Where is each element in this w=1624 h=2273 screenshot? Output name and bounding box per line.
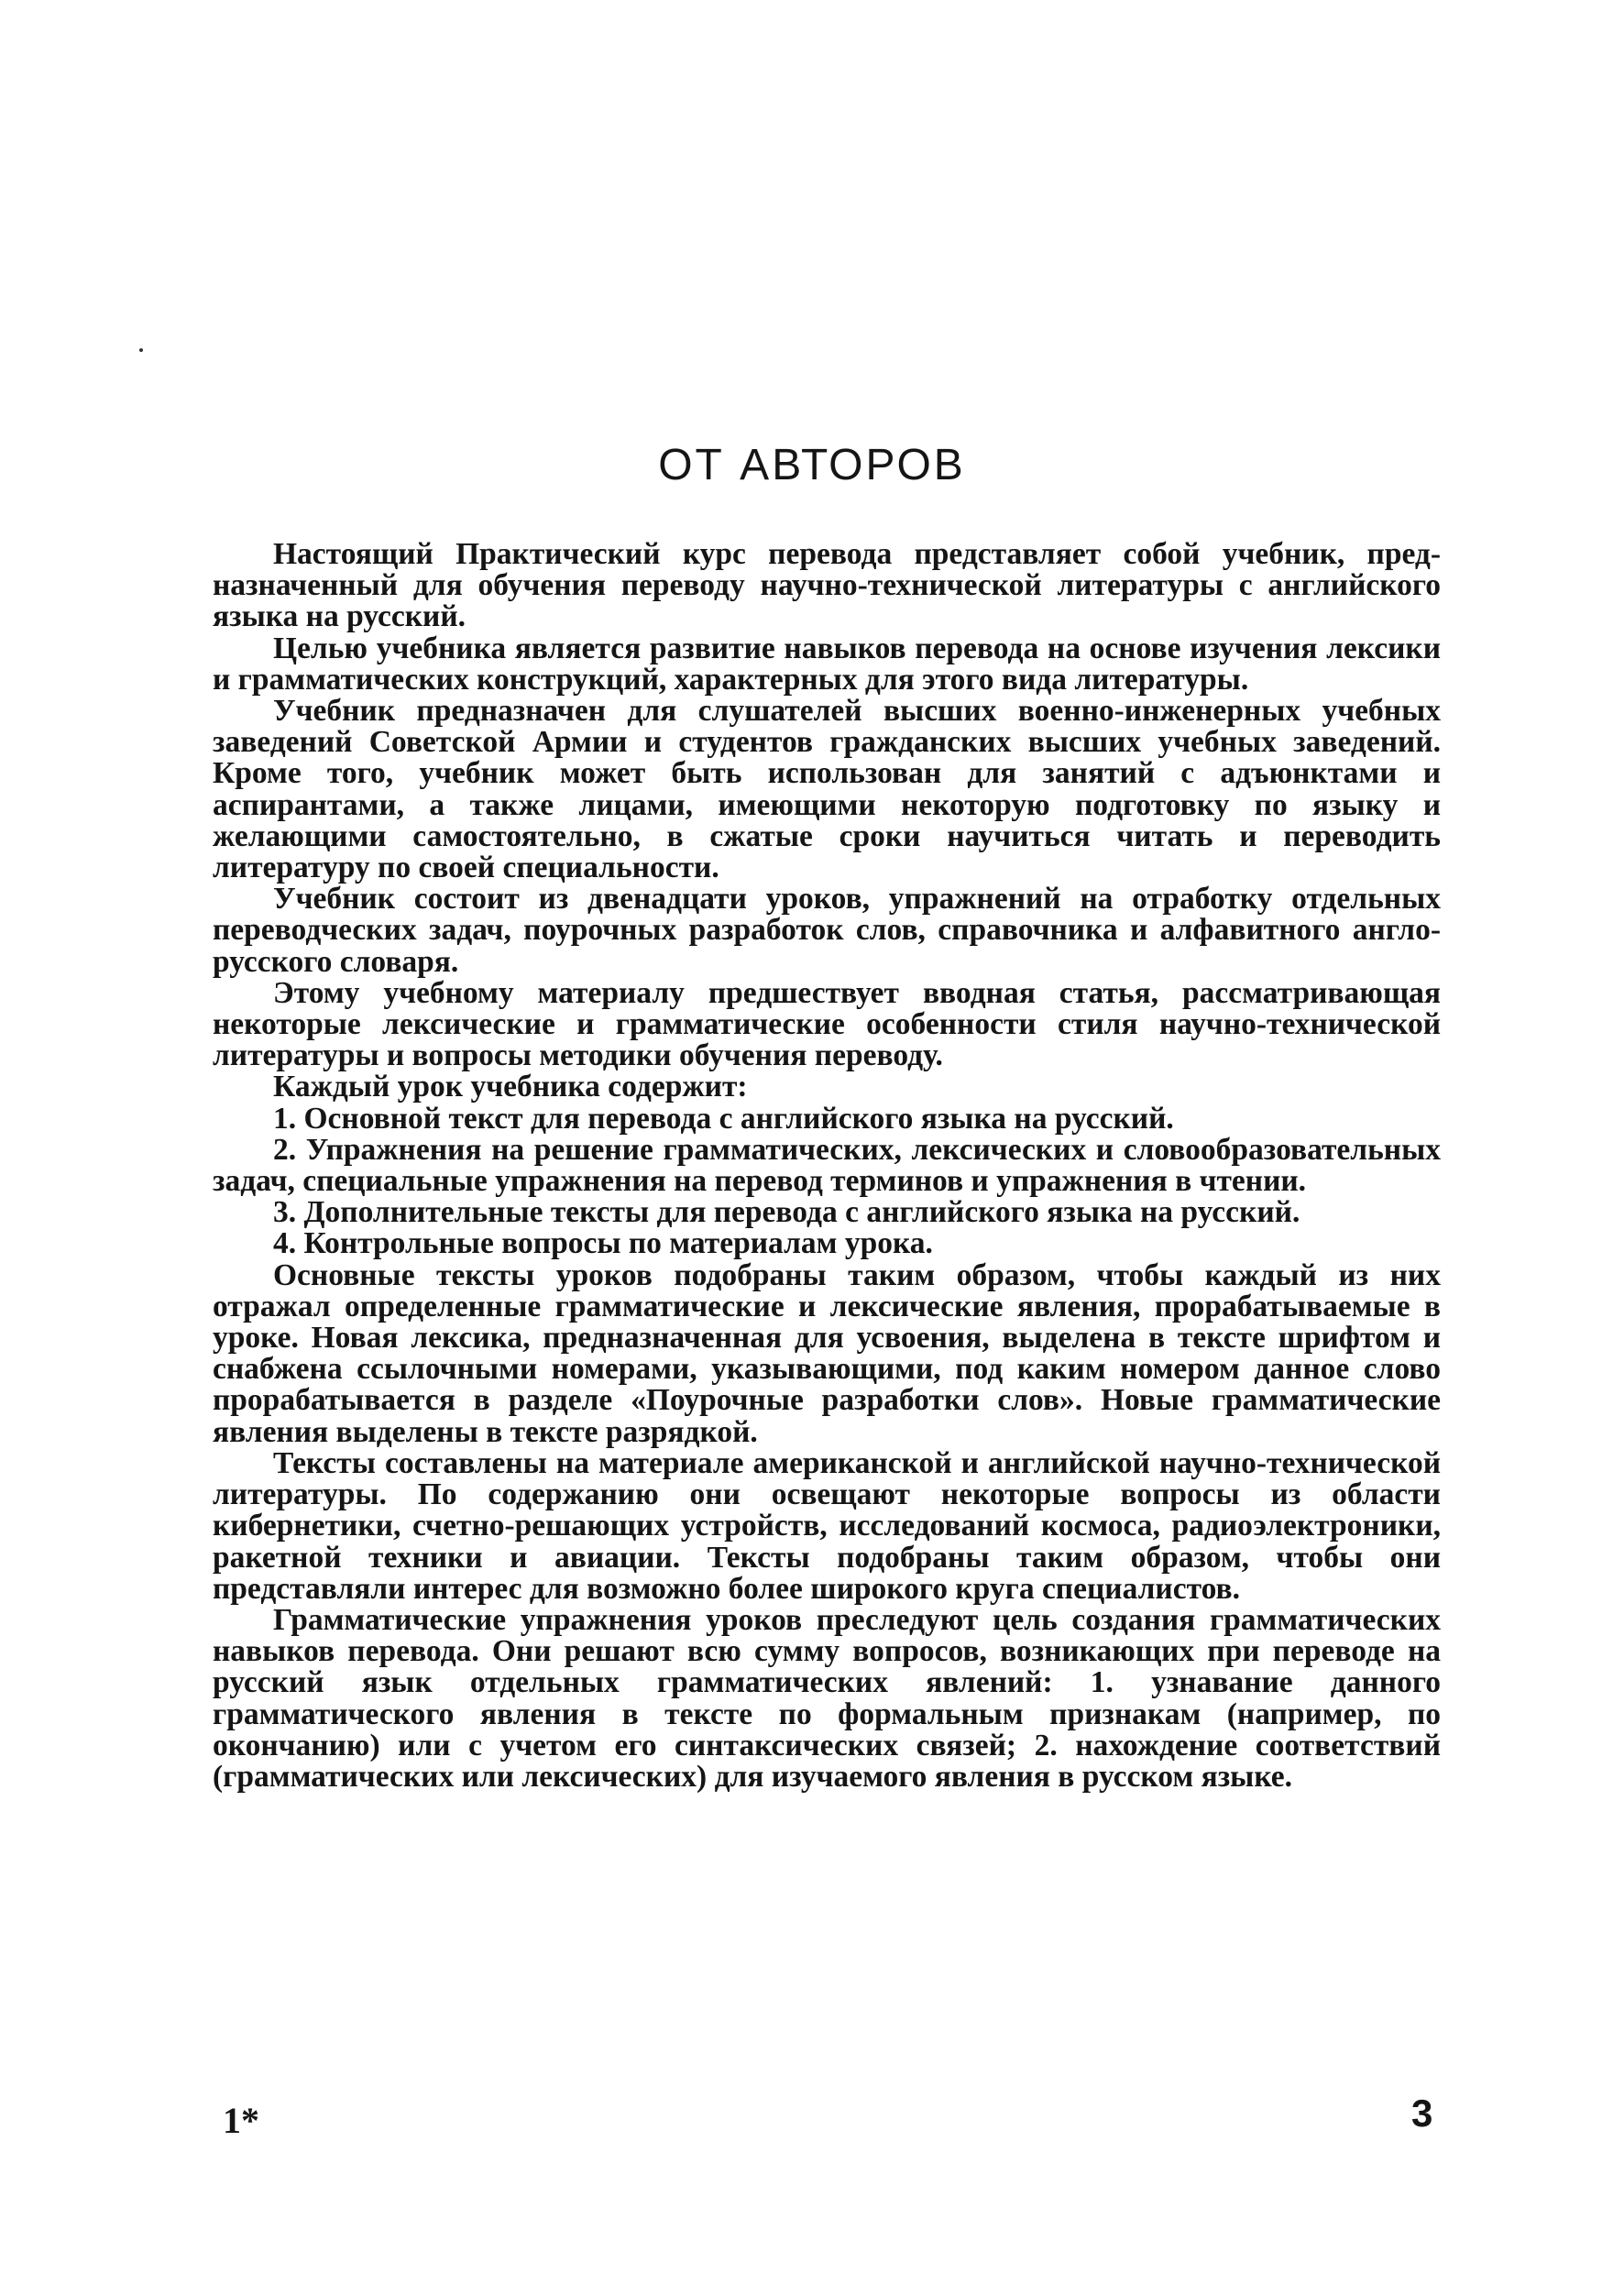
- paragraph-grammar-exercises: Грамматические упражнения уроков преследуют цель создания грамматических навыков перевода. Они решают всю сумму вопросов, возникающих при переводе на русский язык отдельных грамматических явлений: 1. узнавание данного грамматического явления в тексте по формальным признакам (например, по окончанию) или с учетом его синтаксических связей; 2. нахождение соответствий (грамматических или лексических) для изучаемого явления в русском языке.: [213, 1602, 1441, 1794]
- list-item-4: 4. Контрольные вопросы по материалам урока.: [273, 1226, 933, 1261]
- scan-speck: [139, 348, 143, 352]
- page-title: ОТ АВТОРОВ: [658, 441, 966, 490]
- page-number: 3: [1411, 2092, 1433, 2135]
- list-item-3: 3. Дополнительные тексты для перевода с английского языка на русский.: [273, 1195, 1300, 1230]
- paragraph-goal: Целью учебника является развитие навыков перевода на основе изучения лексики и грамматических конструкций, характерных для этого вида литературы.: [213, 631, 1441, 697]
- list-item-1: 1. Основной текст для перевода с английского языка на русский.: [273, 1101, 1174, 1136]
- list-item-2: 2. Упражнения на решение грамматических, лексических и словообразовательных задач, специальные упражнения на перевод терминов и упражнения в чтении.: [213, 1132, 1441, 1199]
- paragraph-audience: Учебник предназначен для слушателей высших военно-инженерных учебных заведений Советской Армии и студентов гражданских высших учебных заведений. Кроме того, учебник может быть использован для занятий с адъюнктами и аспирантами, а также лицами, имеющими некоторую подготовку по языку и желающими самостоятельно, в сжатые сроки научиться читать и переводить литературу по своей специальности.: [213, 694, 1441, 885]
- paragraph-structure: Учебник состоит из двенадцати уроков, упражнений на отработку отдельных переводческих задач, поурочных разработок слов, справочника и алфавитного англо-русского словаря.: [213, 882, 1441, 979]
- paragraph-lesson-contents: Каждый урок учебника содержит:: [273, 1070, 748, 1104]
- paragraph-text-sources: Тексты составлены на материале американской и английской научно-технической литературы. По содержанию они освещают некоторые вопросы из области кибернетики, счетно-решающих устройств, исследований космоса, радиоэлектроники, ракетной техники и авиации. Тексты подобраны таким образом, чтобы они представляли интерес для возможно более широкого круга специалистов.: [213, 1445, 1441, 1606]
- signature-mark: 1*: [223, 2100, 259, 2141]
- paragraph-main-texts: Основные тексты уроков подобраны таким образом, чтобы каждый из них отражал определенные грамматические и лексические явления, прорабатываемые в уроке. Новая лексика, предназначенная для усвоения, выделена в тексте шрифтом и снабжена ссылочными номерами, указывающими, под каким номером данное слово прорабатывается в разделе «Поурочные разработки слов». Новые грамматические явления выделены в тексте разрядкой.: [213, 1257, 1441, 1449]
- paragraph-introductory-article: Этому учебному материалу предшествует вводная статья, рассматривающая некоторые лексические и грамматические особенности стиля научно-технической литературы и вопросы методики обучения переводу.: [213, 975, 1441, 1073]
- body-text: [213, 539, 1441, 1793]
- paragraph-intro: Настоящий Практический курс перевода представляет собой учебник, предназначенный для обучения переводу научно-технической литературы с английского языка на русский.: [213, 537, 1441, 634]
